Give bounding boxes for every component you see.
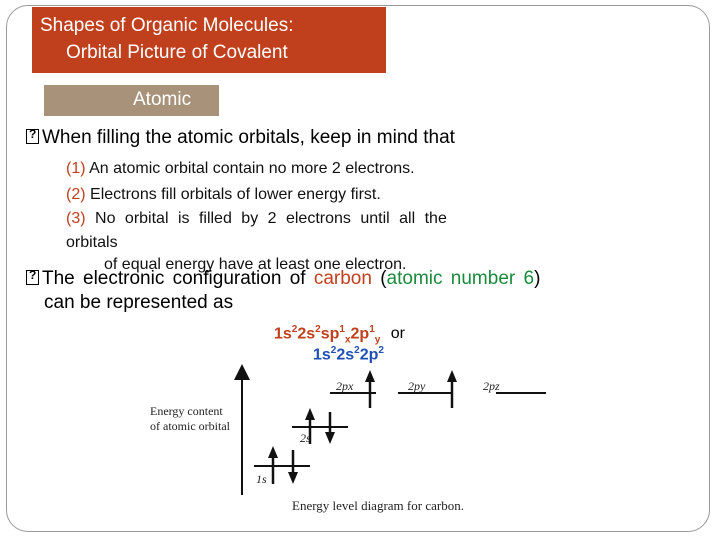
cfg1-h: 2p: [350, 325, 370, 343]
level-1s-label: 1s: [256, 472, 267, 486]
atomic-number: atomic number 6: [386, 268, 535, 289]
cfg1-j: y: [374, 334, 381, 346]
title-line-2: Orbital Picture of Covalent: [66, 42, 288, 63]
paren-open: (: [380, 268, 387, 289]
point-3: [66, 210, 447, 228]
level-2pz-label: 2pz: [483, 379, 500, 393]
point-3-cont-1: orbitals: [66, 234, 118, 251]
cfg2-c: 2s: [336, 346, 355, 364]
cfg1-b: 2: [291, 324, 298, 335]
point-3-num: (3): [66, 210, 86, 227]
point-2-text: Electrons fill orbitals of lower energy first.: [90, 186, 381, 203]
electron-2px-up: [365, 370, 375, 408]
level-2s-label: 2s: [300, 431, 311, 445]
paren-close: ): [534, 268, 541, 289]
point-1: [66, 160, 415, 178]
cfg1-or: or: [390, 325, 405, 343]
level-2px-label: 2px: [336, 379, 354, 393]
cfg1-i: 1: [369, 324, 375, 335]
point-2: [66, 186, 381, 204]
subtitle: Atomic: [133, 89, 192, 110]
cfg2-e: 2p: [359, 346, 379, 364]
bullet-marker-icon: [26, 129, 39, 144]
bullet-1: [26, 127, 455, 149]
energy-label-line-2: of atomic orbital: [150, 419, 230, 433]
level-2py-label: 2py: [408, 379, 426, 393]
bullet-marker-icon: [26, 270, 39, 285]
title-box: [32, 7, 386, 73]
bullet-2: [26, 268, 540, 290]
config-line-1: [274, 324, 405, 346]
point-3-text: No orbital is filled by 2 electrons until all the: [95, 210, 447, 227]
energy-level-diagram: [140, 360, 560, 520]
cfg2-d: 2: [354, 345, 360, 356]
cfg1-c: 2s: [297, 325, 316, 343]
cfg1-e: sp: [320, 325, 340, 343]
subtitle-box: [44, 85, 219, 116]
electron-2py-up: [447, 370, 457, 408]
cfg1-a: 1s: [274, 325, 292, 343]
bullet-2-pre: The electronic configuration of: [42, 268, 306, 289]
point-1-num: (1): [66, 160, 86, 177]
cfg2-b: 2: [330, 345, 337, 356]
diagram-caption: Energy level diagram for carbon.: [292, 498, 464, 513]
point-3-cont-2: of equal energy have at least one electron.: [104, 256, 407, 273]
point-2-num: (2): [66, 186, 86, 203]
title-line-1: Shapes of Organic Molecules:: [40, 15, 294, 36]
carbon-word: carbon: [313, 268, 372, 289]
point-1-text: An atomic orbital contain no more 2 electrons.: [89, 160, 415, 177]
cfg1-g: x: [344, 334, 351, 346]
cfg1-d: 2: [315, 324, 321, 335]
energy-label-line-1: Energy content: [150, 404, 223, 418]
bullet-2-line-2: can be represented as: [44, 292, 234, 313]
cfg2-f: 2: [378, 345, 384, 356]
bullet-1-text: When filling the atomic orbitals, keep in mind that: [42, 127, 455, 148]
cfg2-a: 1s: [313, 346, 331, 364]
cfg1-f: 1: [339, 324, 345, 335]
